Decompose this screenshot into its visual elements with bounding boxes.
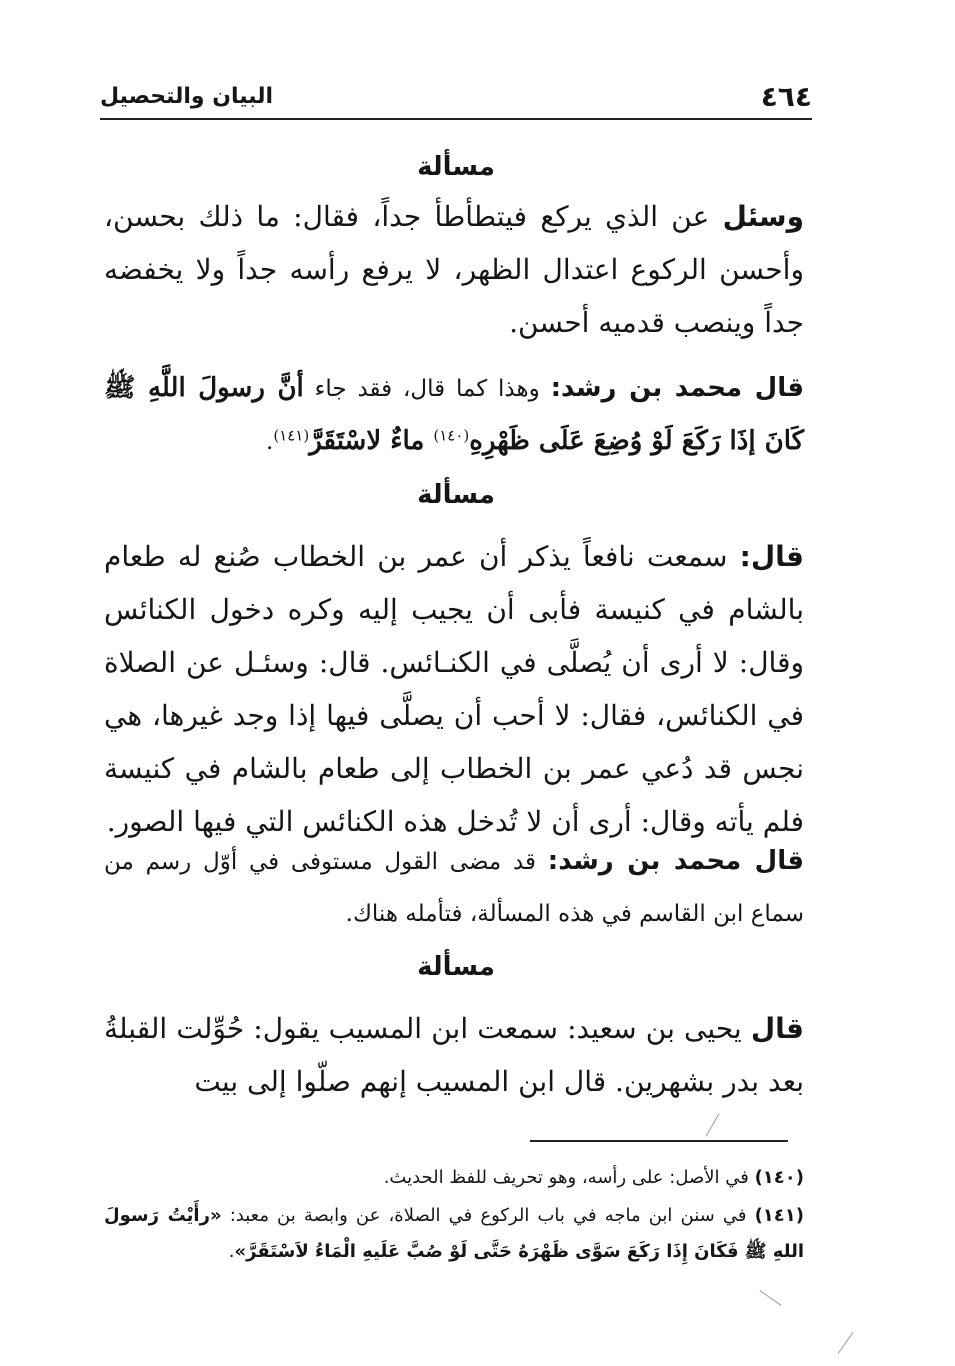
footnote-hadith-quote: «رأَيْتُ رَسولَ اللهِ ﷺ فَكَانَ إِذَا رَكَعَ سَوَّى ظَهْرَهُ حَتَّى لَوْ صُبَّ عَلَيهِ الْمَاءُ لاَسْتَقَرَّ» xyxy=(104,1205,804,1262)
commentary-end: . xyxy=(266,429,274,455)
commentary-paragraph xyxy=(104,835,804,940)
paragraph-text: سمعت نافعاً يذكر أن عمر بن الخطاب صُنع له طعام بالشام في كنيسة فأبى أن يجيب إليه وكره دخول الكنائس وقال: لا أرى أن يُصلَّى في الكنـائس. قال: وسئـل عن الصلاة في الكنائس، فقال: لا أحب أن يصلَّى فيها إذا وجد غيرها، هي نجس قد دُعي عمر بن الخطاب إلى طعام بالشام في كنيسة فلم يأته وقال: أرى أن لا تُدخل هذه الكنائس التي فيها الصور. xyxy=(104,540,804,838)
footnote-item xyxy=(104,1160,804,1196)
paragraph-text: عن الذي يركع فيتطأطأ جداً، فقال: ما ذلك بحسن، وأحسن الركوع اعتدال الظهر، لا يرفع رأسه جداً ولا يخفضه جداً وينصب قدميه أحسن. xyxy=(104,200,804,339)
footnote-separator xyxy=(530,1140,788,1142)
commentary-paragraph xyxy=(104,362,804,468)
commentary-text: قد مضى القول مستوفى في أوّل رسم من سماع ابن القاسم في هذه المسألة، فتأمله هناك. xyxy=(104,849,804,927)
question-paragraph xyxy=(104,190,804,349)
footnote-end: . xyxy=(228,1241,235,1262)
page-header xyxy=(100,78,812,120)
hadith-quote-end: ماءٌ لاسْتَقَرَّ xyxy=(309,426,434,456)
section-heading: مسألة xyxy=(417,152,495,182)
paragraph-text: يحيى بن سعيد: سمعت ابن المسيب يقول: حُوِّلت القبلةُ بعد بدر بشهرين. قال ابن المسيب إنهم صلّوا إلى بيت xyxy=(104,1012,804,1098)
stray-pen-mark xyxy=(838,1332,854,1354)
section-heading: مسألة xyxy=(417,480,495,510)
commentary-lead: قال محمد بن رشد: xyxy=(547,846,804,876)
question-paragraph xyxy=(104,530,804,848)
commentary-lead: قال محمد بن رشد: xyxy=(550,373,804,403)
paragraph-lead: قال xyxy=(750,1012,804,1045)
section-heading: مسألة xyxy=(417,952,495,982)
commentary-text: وهذا كما قال، فقد جاء xyxy=(303,376,551,402)
footnote-item xyxy=(104,1198,804,1270)
footnote-number: (١٤١) xyxy=(754,1205,804,1226)
footnote-number: (١٤٠) xyxy=(754,1167,804,1188)
paragraph-lead: قال: xyxy=(739,540,804,573)
footnote-reference: (١٤١) xyxy=(273,426,310,445)
question-paragraph xyxy=(104,1002,804,1108)
footnote-reference: (١٤٠) xyxy=(433,426,470,445)
stray-pen-mark xyxy=(760,1290,782,1306)
stray-pen-mark xyxy=(706,1113,720,1136)
running-title: البيان والتحصيل xyxy=(100,84,274,109)
paragraph-lead: وسئل xyxy=(722,200,804,233)
page-number: ٤٦٤ xyxy=(760,80,812,113)
footnote-text: في سنن ابن ماجه في باب الركوع في الصلاة، عن وابصة بن معبد: xyxy=(221,1205,755,1226)
footnote-text: في الأصل: على رأسه، وهو تحريف للفظ الحديث. xyxy=(383,1167,755,1188)
hadith-quote: أنَّ رسولَ اللَّهِ ﷺ كَانَ إذَا رَكَعَ لَوْ وُضِعَ عَلَى ظَهْرِهِ xyxy=(104,373,804,456)
